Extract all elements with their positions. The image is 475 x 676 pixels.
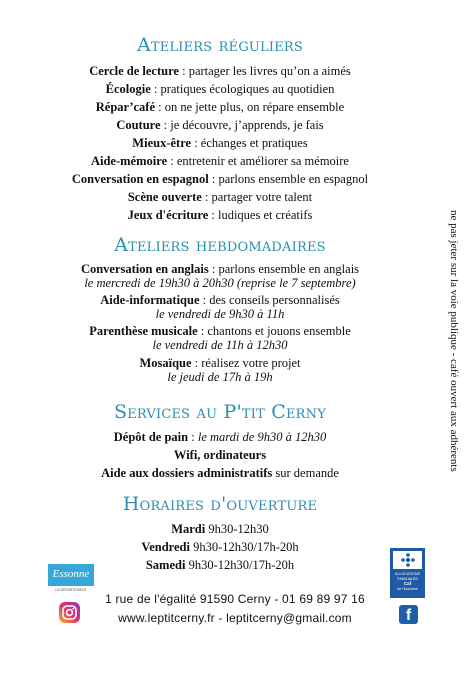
footer-address: 1 rue de l'égalité 91590 Cerny - 01 69 89 97 16 xyxy=(105,592,365,606)
list-item: Conversation en espagnol : parlons ensemble en espagnol xyxy=(71,172,369,186)
list-item: Jeux d'écriture : ludiques et créatifs xyxy=(127,208,313,222)
caf-logo-text: ALLOCATIONS FAMILIALES xyxy=(395,572,420,581)
service-depot-pain: Dépôt de pain : le mardi de 9h30 à 12h30 xyxy=(113,430,327,444)
list-item: Aide-informatique : des conseils personnalisés xyxy=(100,293,340,307)
instagram-icon[interactable] xyxy=(59,602,80,623)
service-wifi: Wifi, ordinateurs xyxy=(173,448,267,462)
list-item-schedule: le vendredi de 11h à 12h30 xyxy=(152,338,288,352)
caf-emblem-icon xyxy=(393,551,422,569)
side-note: ne pas jeter sur la voie publique - café ouvert aux adhérents xyxy=(448,210,460,472)
opening-hours-row: Vendredi 9h30-12h30/17h-20h xyxy=(141,540,299,554)
caf-logo-name: Caf xyxy=(403,581,412,586)
opening-hours-row: Mardi 9h30-12h30 xyxy=(171,522,269,536)
essonne-logo: Essonne xyxy=(48,564,94,586)
essonne-logo-subtitle: LE DÉPARTEMENT xyxy=(55,588,87,592)
section-title-horaires: Horaires d'ouverture xyxy=(122,493,318,515)
facebook-icon[interactable]: f xyxy=(399,605,418,624)
caf-logo-sub: de l'Essonne xyxy=(397,587,418,591)
section-title-services: Services au P'tit Cerny xyxy=(113,401,327,423)
section-title-ateliers-hebdomadaires: Ateliers hebdomadaires xyxy=(114,234,326,256)
list-item: Mosaïque : réalisez votre projet xyxy=(139,356,301,370)
list-item-schedule: le mercredi de 19h30 à 20h30 (reprise le 7 septembre) xyxy=(84,276,356,290)
caf-logo xyxy=(390,548,425,598)
list-item-schedule: le vendredi de 9h30 à 11h xyxy=(155,307,285,321)
service-aide-dossiers: Aide aux dossiers administratifs sur demande xyxy=(101,466,339,480)
footer-web[interactable]: www.leptitcerny.fr - leptitcerny@gmail.com xyxy=(118,611,352,625)
list-item: Scène ouverte : partager votre talent xyxy=(127,190,313,204)
list-item: Répar’café : on ne jette plus, on répare ensemble xyxy=(95,100,345,114)
list-item: Parenthèse musicale : chantons et jouons ensemble xyxy=(89,324,351,338)
opening-hours-row: Samedi 9h30-12h30/17h-20h xyxy=(145,558,295,572)
list-item: Mieux-être : échanges et pratiques xyxy=(132,136,308,150)
list-item: Écologie : pratiques écologiques au quotidien xyxy=(105,82,335,96)
list-item: Conversation en anglais : parlons ensemble en anglais xyxy=(80,262,360,276)
list-item: Couture : je découvre, j’apprends, je fais xyxy=(116,118,324,132)
section-title-ateliers-reguliers: Ateliers réguliers xyxy=(136,34,304,56)
list-item-schedule: le jeudi de 17h à 19h xyxy=(167,370,273,384)
list-item: Cercle de lecture : partager les livres qu’on a aimés xyxy=(89,64,351,78)
list-item: Aide-mémoire : entretenir et améliorer sa mémoire xyxy=(90,154,349,168)
